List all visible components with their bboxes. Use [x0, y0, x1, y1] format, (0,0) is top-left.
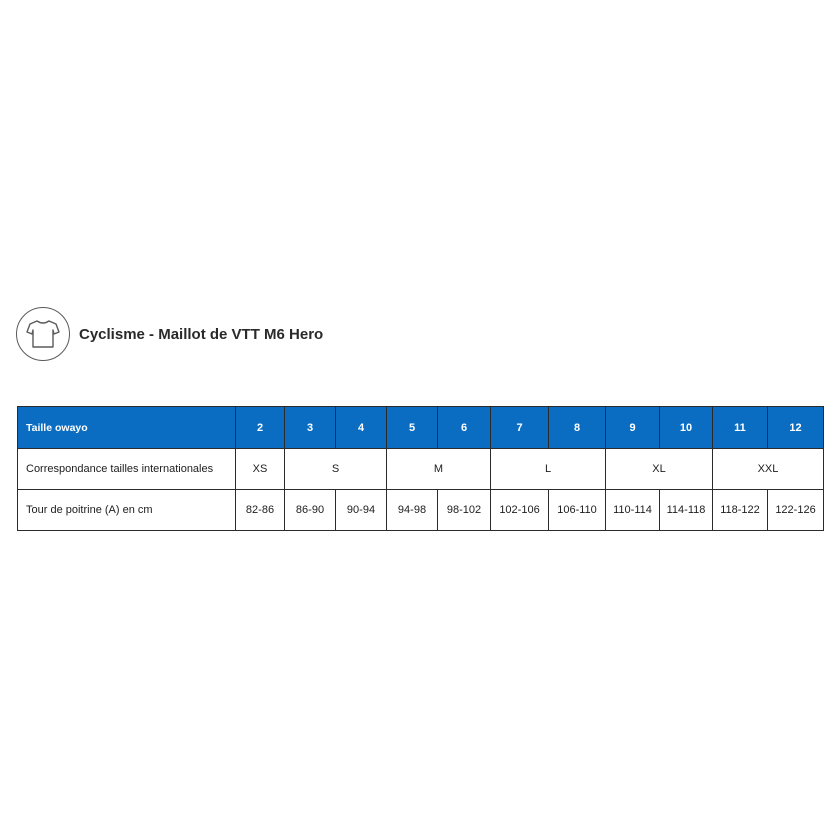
chest-cell: 82-86 [236, 490, 285, 531]
chest-cell: 122-126 [768, 490, 824, 531]
chest-cell: 94-98 [387, 490, 438, 531]
size-cell: 5 [387, 407, 438, 449]
intl-size-cell: XXL [713, 449, 824, 490]
intl-size-cell: M [387, 449, 491, 490]
size-cell: 2 [236, 407, 285, 449]
size-chart-table [17, 406, 824, 531]
chest-cell: 90-94 [336, 490, 387, 531]
tshirt-icon [16, 307, 70, 361]
table-header-row [18, 407, 824, 449]
table-row-chest [18, 490, 824, 531]
chest-row-label: Tour de poitrine (A) en cm [18, 490, 236, 531]
size-cell: 9 [606, 407, 660, 449]
chest-cell: 118-122 [713, 490, 768, 531]
intl-size-cell: S [285, 449, 387, 490]
size-cell: 3 [285, 407, 336, 449]
intl-size-cell: XL [606, 449, 713, 490]
chest-cell: 114-118 [660, 490, 713, 531]
chest-cell: 98-102 [438, 490, 491, 531]
size-header-label: Taille owayo [18, 407, 236, 449]
size-cell: 12 [768, 407, 824, 449]
chest-cell: 106-110 [549, 490, 606, 531]
page-title: Cyclisme - Maillot de VTT M6 Hero [79, 325, 324, 343]
table-row-international [18, 449, 824, 490]
intl-row-label: Correspondance tailles internationales [18, 449, 236, 490]
product-header [16, 306, 323, 362]
size-cell: 4 [336, 407, 387, 449]
intl-size-cell: XS [236, 449, 285, 490]
size-cell: 10 [660, 407, 713, 449]
intl-size-cell: L [491, 449, 606, 490]
size-cell: 6 [438, 407, 491, 449]
size-cell: 7 [491, 407, 549, 449]
size-cell: 11 [713, 407, 768, 449]
chest-cell: 102-106 [491, 490, 549, 531]
size-cell: 8 [549, 407, 606, 449]
chest-cell: 110-114 [606, 490, 660, 531]
chest-cell: 86-90 [285, 490, 336, 531]
